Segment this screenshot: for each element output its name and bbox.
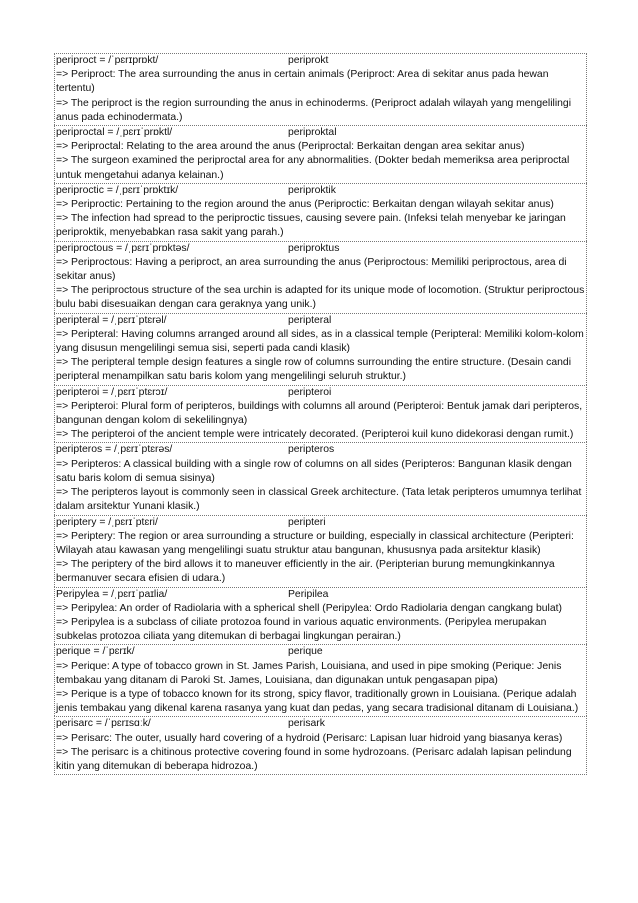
indonesian-translation: peripteri: [288, 516, 326, 528]
dictionary-entry: [54, 716, 587, 775]
indonesian-translation: perique: [288, 646, 323, 658]
headword-pronunciation: peripteral = /ˌpɛrɪˈptɛrəl/: [56, 314, 167, 326]
example-line: => The peripteroi of the ancient temple were intricately decorated. (Peripteroi kuil kuno didekorasi dengan rumit.): [56, 429, 574, 441]
headword-pronunciation: periproct = /ˈpɛrɪprɒkt/: [56, 55, 159, 66]
entry-headline: [55, 443, 586, 457]
definition-line: => Periproctic: Pertaining to the region around the anus (Periproctic: Berkaitan dengan wilayah sekitar anus): [56, 199, 554, 211]
entry-headline: [55, 126, 586, 140]
definition-line: => Periproctal: Relating to the area around the anus (Periproctal: Berkaitan dengan area sekitar anus): [56, 141, 525, 153]
entry-headline: [55, 242, 586, 256]
dictionary-entry: [54, 515, 587, 587]
indonesian-translation: peripteroi: [288, 386, 332, 398]
entry-headline: [55, 516, 586, 530]
dictionary-entry: [54, 53, 587, 125]
dictionary-sheet: [54, 53, 587, 775]
definition-line: => Periproct: The area surrounding the anus in certain animals (Periproct: Area di sekitar anus pada hewan tertentu): [56, 69, 549, 95]
entry-headline: [55, 588, 586, 602]
definition-line: => Periptery: The region or area surrounding a structure or building, especially in classical architecture (Peripteri: Wilayah atau kawasan yang mengelilingi suatu struktur atau bangunan, khususnya pada arsitektur klasik): [56, 530, 574, 556]
example-line: => Perique is a type of tobacco known for its strong, spicy flavor, traditionally grown in Louisiana. (Perique adalah jenis tembakau yang dikenal karena rasanya yang kuat dan pedas, yang secara tradisional ditanam di Louisiana.): [56, 688, 579, 715]
indonesian-translation: peripteral: [288, 314, 332, 326]
headword-pronunciation: periptery = /ˌpɛrɪˈptɛri/: [56, 516, 158, 528]
headword-pronunciation: perique = /ˈpɛrɪk/: [56, 646, 135, 658]
dictionary-entry: [54, 385, 587, 443]
indonesian-translation: Peripilea: [288, 588, 329, 600]
headword-pronunciation: peripteroi = /ˌpɛrɪˈptɛrɔɪ/: [56, 386, 168, 398]
entry-headline: [55, 184, 586, 198]
definition-line: => Peripteroi: Plural form of peripteros, buildings with columns all around (Peripteroi: Bentuk jamak dari peripteros, bangunan dengan kolom di sekelilingnya): [56, 400, 583, 427]
entry-headline: [55, 386, 586, 400]
definition-line: => Perique: A type of tobacco grown in St. James Parish, Louisiana, and used in pipe smoking (Perique: Jenis tembakau yang ditanam di Paroki St. James, Louisiana, dan digunakan untuk pengasapan pipa): [56, 660, 562, 686]
example-line: => The surgeon examined the periproctal area for any abnormalities. (Dokter bedah memeriksa area periproctal untuk mengetahui adanya kelainan.): [56, 155, 570, 181]
example-line: => The peripteral temple design features a single row of columns surrounding the entire structure. (Desain candi peripteral menampilkan satu baris kolom yang mengelilingi seluruh struktur.): [56, 357, 572, 383]
definition-line: => Peripteros: A classical building with a single row of columns on all sides (Peripteros: Bangunan klasik dengan satu baris kolom di semua sisinya): [56, 458, 572, 484]
example-line: => The peripteros layout is commonly seen in classical Greek architecture. (Tata letak peripteros umumnya terlihat dalam arsitektur Yunani klasik.): [56, 487, 582, 513]
example-line: => The periptery of the bird allows it to maneuver efficiently in the air. (Peripterian burung memungkinkannya bermanuver secara efisien di udara.): [56, 559, 555, 585]
dictionary-entry: [54, 241, 587, 313]
dictionary-entry: [54, 313, 587, 385]
indonesian-translation: peripteros: [288, 444, 335, 456]
dictionary-entry: [54, 644, 587, 716]
example-line: => The infection had spread to the periproctic tissues, causing severe pain. (Infeksi telah menyebar ke jaringan periproktik, menyebabkan rasa sakit yang parah.): [56, 213, 566, 239]
entry-headline: [55, 314, 586, 328]
headword-pronunciation: Peripylea = /ˌpɛrɪˈpaɪlia/: [56, 588, 168, 600]
definition-line: => Periproctous: Having a periproct, an area surrounding the anus (Periproctous: Memiliki periproctous, area di sekitar anus): [56, 256, 567, 283]
dictionary-entry: [54, 183, 587, 241]
entry-headline: [55, 645, 586, 659]
entry-headline: [55, 717, 586, 731]
indonesian-translation: periprokt: [288, 55, 329, 66]
headword-pronunciation: periproctous = /ˌpɛrɪˈprɒktəs/: [56, 242, 190, 254]
entry-headline: [55, 54, 586, 68]
headword-pronunciation: periproctic = /ˌpɛrɪˈprɒktɪk/: [56, 184, 179, 196]
definition-line: => Perisarc: The outer, usually hard covering of a hydroid (Perisarc: Lapisan luar hidroid yang biasanya keras): [56, 732, 563, 744]
indonesian-translation: periproktus: [288, 242, 340, 254]
example-line: => The periproctous structure of the sea urchin is adapted for its unique mode of locomotion. (Struktur periproctous bulu babi disesuaikan dengan cara geraknya yang unik.): [56, 285, 585, 311]
definition-line: => Peripteral: Having columns arranged around all sides, as in a classical temple (Peripteral: Memiliki kolom-kolom yang disusun mengelilingi semua sisi, seperti pada candi klasik): [56, 328, 584, 355]
example-line: => Peripylea is a subclass of ciliate protozoa found in various aquatic environments. (Peripylea merupakan subkelas protozoa ciliata yang ditemukan di berbagai lingkungan perairan.): [56, 616, 547, 643]
definition-line: => Peripylea: An order of Radiolaria with a spherical shell (Peripylea: Ordo Radiolaria dengan cangkang bulat): [56, 602, 562, 614]
indonesian-translation: periproktik: [288, 184, 336, 196]
indonesian-translation: perisark: [288, 718, 325, 730]
headword-pronunciation: perisarc = /ˈpɛrɪsɑːk/: [56, 718, 151, 730]
dictionary-entry: [54, 587, 587, 645]
example-line: => The perisarc is a chitinous protective covering found in some hydrozoans. (Perisarc adalah lapisan pelindung kitin yang ditemukan di beberapa hidrozoa.): [56, 746, 572, 772]
indonesian-translation: periproktal: [288, 127, 337, 139]
dictionary-entry: [54, 125, 587, 183]
dictionary-entry: [54, 442, 587, 514]
headword-pronunciation: peripteros = /ˌpɛrɪˈptɛrəs/: [56, 444, 173, 456]
headword-pronunciation: periproctal = /ˌpɛrɪˈprɒktl/: [56, 127, 173, 139]
example-line: => The periproct is the region surrounding the anus in echinoderms. (Periproct adalah wilayah yang mengelilingi anus pada echinodermata.): [56, 97, 572, 123]
